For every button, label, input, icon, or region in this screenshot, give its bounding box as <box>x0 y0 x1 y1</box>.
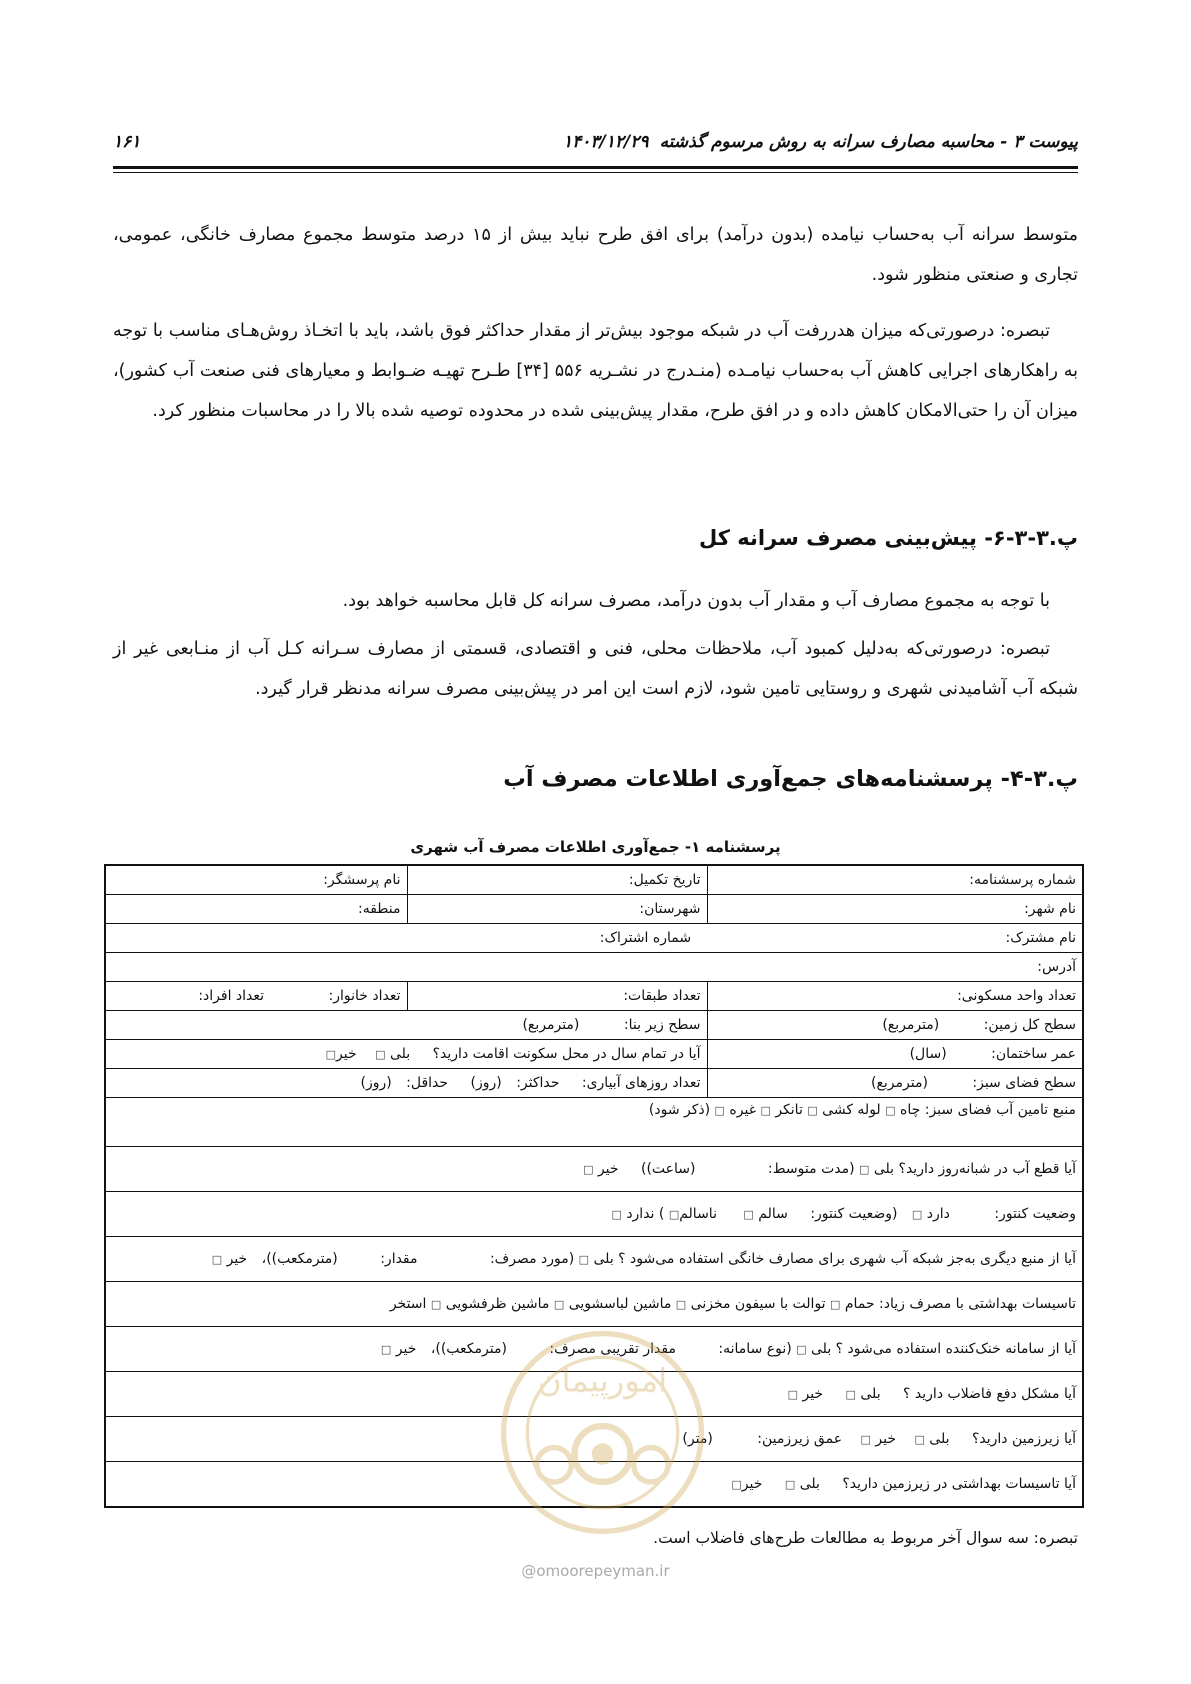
checkbox-icon[interactable]: □ <box>743 1208 754 1221</box>
checkbox-icon[interactable]: □ <box>914 1433 925 1446</box>
green-space-water-source-cell[interactable]: منبع تامین آب فضای سبز: چاه □ لوله کشی □ تانکر □ غیره □ (ذکر شود) <box>105 1098 1083 1147</box>
table-row <box>105 1040 1083 1069</box>
table-row <box>105 982 1083 1011</box>
floors-cell[interactable]: تعداد طبقات: <box>407 982 707 1011</box>
checkbox-icon[interactable]: □ <box>885 1104 896 1117</box>
table-row <box>105 865 1083 895</box>
checkbox-icon[interactable]: □ <box>325 1048 337 1061</box>
cooling-system-cell[interactable]: آیا از سامانه خنک‌کننده استفاده می‌شود ؟ بلی □ (نوع سامانه: مقدار تقریبی مصرف: (مترمکعب))، خیر □ <box>105 1327 1083 1372</box>
county-cell[interactable]: شهرستان: <box>407 895 707 924</box>
basement-fixtures-cell[interactable]: آیا تاسیسات بهداشتی در زیرزمین دارید؟ بلی □ خیر□ <box>105 1462 1083 1508</box>
table-footnote: تبصره: سه سوال آخر مربوط به مطالعات طرح‌های فاضلاب است. <box>653 1529 1078 1547</box>
checkbox-icon[interactable]: □ <box>583 1163 594 1176</box>
checkbox-icon[interactable]: □ <box>553 1298 565 1311</box>
table-row <box>105 1011 1083 1040</box>
checkbox-icon[interactable]: □ <box>784 1478 796 1491</box>
year-round-residence-cell[interactable]: آیا در تمام سال در محل سکونت اقامت دارید؟ بلی □ خیر□ <box>105 1040 707 1069</box>
table-row <box>105 1282 1083 1327</box>
checkbox-icon[interactable]: □ <box>830 1298 841 1311</box>
checkbox-icon[interactable]: □ <box>911 1208 923 1221</box>
checkbox-icon[interactable]: □ <box>675 1298 687 1311</box>
district-cell[interactable]: منطقه: <box>105 895 407 924</box>
meter-status-cell[interactable]: وضعیت کنتور: دارد □ (وضعیت کنتور: سالم □ ناسالم□ ) ندارد □ <box>105 1192 1083 1237</box>
sewage-disposal-cell[interactable]: آیا مشکل دفع فاضلاب دارید ؟ بلی □ خیر □ <box>105 1372 1083 1417</box>
checkbox-icon[interactable]: □ <box>787 1388 799 1401</box>
section-heading-total-per-capita: پ.۳-۳-۶- پیش‌بینی مصرف سرانه کل <box>698 526 1078 550</box>
subscriber-cell[interactable]: نام مشترک: شماره اشتراک: <box>105 924 1083 953</box>
city-name-cell[interactable]: نام شهر: <box>707 895 1083 924</box>
checkbox-icon[interactable]: □ <box>714 1104 725 1117</box>
checkbox-icon[interactable]: □ <box>760 1104 771 1117</box>
table-row <box>105 953 1083 982</box>
paragraph-nrw-limit: متوسط سرانه آب به‌حساب نیامده (بدون درآمد) برای افق طرح نباید بیش از ۱۵ درصد متوسط مجموع مصارف خانگی، عمومی، تجاری و صنعتی منظور شود. <box>113 225 1078 285</box>
watermark: @omoorepeyman.ir <box>521 1562 670 1580</box>
table-row <box>105 1069 1083 1098</box>
table-row <box>105 924 1083 953</box>
subscription-number-label: شماره اشتراک: <box>599 930 692 946</box>
table-row <box>105 895 1083 924</box>
table-row <box>105 1192 1083 1237</box>
checkbox-icon[interactable]: □ <box>845 1388 856 1401</box>
seal-stamp-icon <box>495 1325 710 1540</box>
checkbox-icon[interactable]: □ <box>380 1343 392 1356</box>
section-heading-questionnaires: پ.۳-۴- پرسشنامه‌های جمع‌آوری اطلاعات مصرف آب <box>503 766 1078 792</box>
high-consumption-fixtures-cell[interactable]: تاسیسات بهداشتی با مصرف زیاد: حمام □ توالت با سیفون مخزنی □ ماشین لباسشویی □ ماشین ظرفشویی □ استخر <box>105 1282 1083 1327</box>
water-cut-cell[interactable]: آیا قطع آب در شبانه‌روز دارید؟ بلی □ (مدت متوسط: (ساعت)) خیر □ <box>105 1147 1083 1192</box>
checkbox-icon[interactable]: □ <box>860 1433 871 1446</box>
checkbox-icon[interactable]: □ <box>211 1253 223 1266</box>
paragraph-nrw-note: تبصره: درصورتی‌که میزان هدررفت آب در شبکه موجود بیش‌تر از مقدار حداکثر فوق باشد، باید با اتخـاذ روش‌هـای مناسب با توجه به راهکارهای اجرایی کاهش آب به‌حساب نیامـده (منـدرج در نشـریه ۵۵۶ [۳۴] طـرح تهیـه ضـوابط و معیارهای فنی صنعت آب کشور)، میزان آن را حتی‌الامکان کاهش داده و در افق طرح، مقدار پیش‌بینی شده در محدوده توصیه شده بالا را در محاسبات منظور کرد. <box>113 321 1078 421</box>
checkbox-icon[interactable]: □ <box>430 1298 442 1311</box>
checkbox-icon[interactable]: □ <box>668 1208 680 1221</box>
header-title: پیوست ۳ - محاسبه مصارف سرانه به روش مرسوم گذشته <box>659 132 1078 152</box>
checkbox-icon[interactable]: □ <box>731 1478 742 1491</box>
interviewer-name-cell[interactable]: نام پرسشگر: <box>105 865 407 895</box>
checkbox-icon[interactable]: □ <box>611 1208 622 1221</box>
building-age-cell[interactable]: عمر ساختمان: (سال) <box>707 1040 1083 1069</box>
paragraph-total-per-capita-note: تبصره: درصورتی‌که به‌دلیل کمبود آب، ملاحظات محلی، فنی و اقتصادی، قسمتی از مصارف سـرانه کـل آب از منـابعی غیر از شبکه آب آشامیدنی شهری و روستایی تامین شود، لازم است این امر در پیش‌بینی مصرف سرانه مدنظر قرار گیرد. <box>113 639 1078 699</box>
household-cell[interactable]: تعداد خانوار: تعداد افراد: <box>105 982 407 1011</box>
table-caption: پرسشنامه ۱- جمع‌آوری اطلاعات مصرف آب شهری <box>410 838 781 856</box>
checkbox-icon[interactable]: □ <box>807 1104 818 1117</box>
basement-cell[interactable]: آیا زیرزمین دارید؟ بلی □ خیر □ عمق زیرزمین: (متر) <box>105 1417 1083 1462</box>
residential-units-cell[interactable]: تعداد واحد مسکونی: <box>707 982 1083 1011</box>
green-space-area-cell[interactable]: سطح فضای سبز: (مترمربع) <box>707 1069 1083 1098</box>
questionnaire-number-cell[interactable]: شماره پرسشنامه: <box>707 865 1083 895</box>
paragraph-total-per-capita: با توجه به مجموع مصارف آب و مقدار آب بدون درآمد، مصرف سرانه کل قابل محاسبه خواهد بود. <box>342 591 1050 611</box>
table-row <box>105 1098 1083 1147</box>
header-rule-thin <box>113 172 1078 173</box>
built-area-cell[interactable]: سطح زیر بنا: (مترمربع) <box>105 1011 707 1040</box>
land-area-cell[interactable]: سطح کل زمین: (مترمربع) <box>707 1011 1083 1040</box>
header-rule-thick <box>113 166 1078 169</box>
checkbox-icon[interactable]: □ <box>578 1253 590 1266</box>
stamp-text: امورپیمان <box>537 1361 668 1400</box>
page-number: ۱۶۱ <box>113 132 141 152</box>
fill-date-cell[interactable]: تاریخ تکمیل: <box>407 865 707 895</box>
checkbox-icon[interactable]: □ <box>859 1163 870 1176</box>
checkbox-icon[interactable]: □ <box>375 1048 386 1061</box>
address-cell[interactable]: آدرس: <box>105 953 1083 982</box>
page-header <box>113 128 1078 162</box>
checkbox-icon[interactable]: □ <box>796 1343 807 1356</box>
other-source-cell[interactable]: آیا از منبع دیگری به‌جز شبکه آب شهری برای مصارف خانگی استفاده می‌شود ؟ بلی □ (مورد مصرف: مقدار: (مترمکعب))، خیر □ <box>105 1237 1083 1282</box>
table-row <box>105 1237 1083 1282</box>
table-row <box>105 1147 1083 1192</box>
irrigation-days-cell[interactable]: تعداد روزهای آبیاری: حداکثر: (روز) حداقل: (روز) <box>105 1069 707 1098</box>
header-date: ۱۴۰۳/۱۲/۲۹ <box>563 132 649 152</box>
